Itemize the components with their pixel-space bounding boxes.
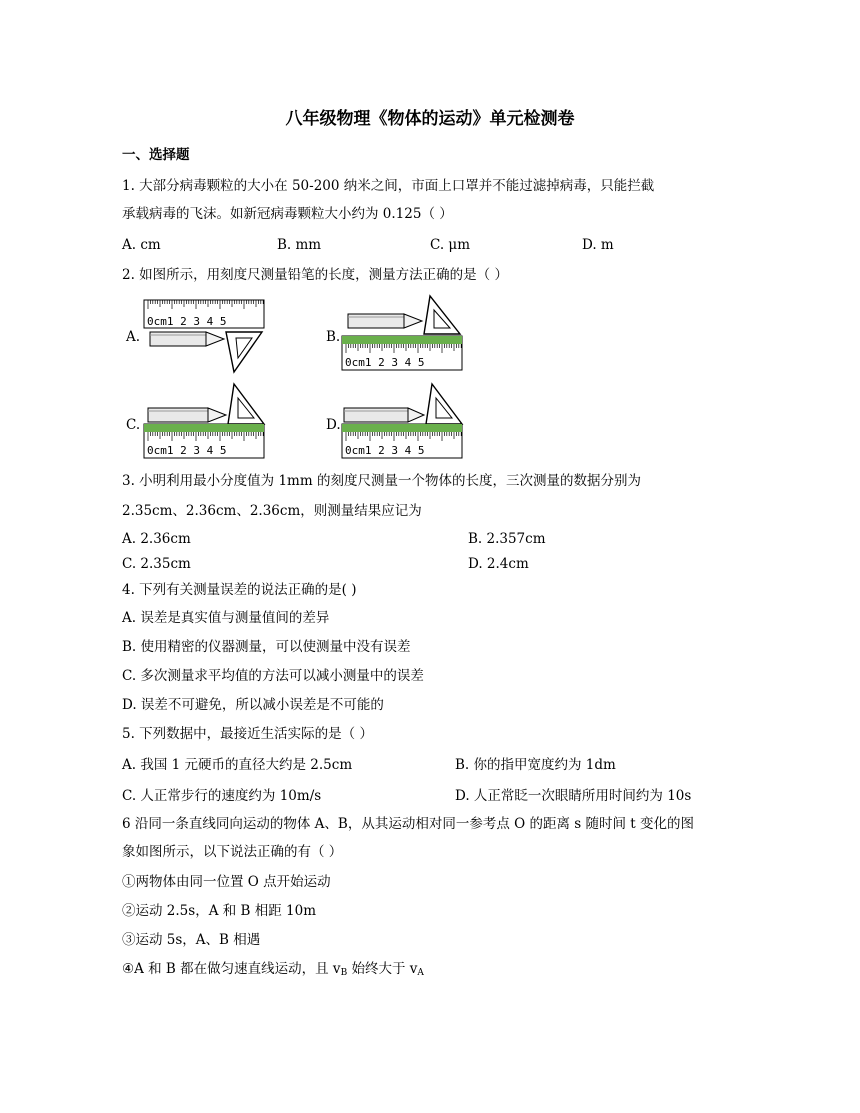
- q1-option-b: B. mm: [277, 237, 322, 253]
- q3-option-b: B. 2.357cm: [468, 531, 546, 547]
- q5-option-a: A. 我国 1 元硬币的直径大约是 2.5cm: [122, 757, 353, 773]
- q3-line1: 3. 小明利用最小分度值为 1mm 的刻度尺测量一个物体的长度，三次测量的数据分别为: [122, 473, 641, 489]
- figure-c-ruler-pencil: [142, 382, 270, 462]
- q2-label-a: A.: [126, 329, 141, 345]
- q6-statement-2: ②运动 2.5s，A 和 B 相距 10m: [122, 903, 317, 919]
- ruler-scale-text: 0cm1 2 3 4 5: [345, 444, 425, 457]
- q6-statement-4: [122, 960, 424, 982]
- q6-s4-sub-a: A: [417, 968, 424, 978]
- figure-b-ruler-pencil: [340, 294, 468, 374]
- q1-option-a: A. cm: [122, 237, 161, 253]
- q6-line2: 象如图所示，以下说法正确的有（ ）: [122, 844, 343, 860]
- q4-option-c: C. 多次测量求平均值的方法可以减小测量中的误差: [122, 668, 424, 684]
- q5-option-d: D. 人正常眨一次眼睛所用时间约为 10s: [455, 788, 692, 804]
- q3-option-d: D. 2.4cm: [468, 556, 529, 572]
- q4-option-d: D. 误差不可避免，所以减小误差是不可能的: [122, 697, 384, 713]
- q6-statement-3: ③运动 5s，A、B 相遇: [122, 932, 261, 948]
- q1-option-d: D. m: [582, 237, 614, 253]
- section-heading: 一、选择题: [122, 147, 190, 163]
- q6-s4-part2: 始终大于 v: [347, 961, 418, 977]
- q1-option-c: C. μm: [430, 237, 471, 253]
- ruler-scale-text: 0cm1 2 3 4 5: [345, 356, 425, 369]
- q3-option-c: C. 2.35cm: [122, 556, 191, 572]
- page-title: 八年级物理《物体的运动》单元检测卷: [285, 109, 575, 129]
- q4-option-a: A. 误差是真实值与测量值间的差异: [122, 610, 330, 626]
- q5-option-c: C. 人正常步行的速度约为 10m/s: [122, 788, 322, 804]
- q2-label-b: B.: [326, 329, 341, 345]
- q2-label-c: C.: [126, 417, 141, 433]
- q6-line1: 6 沿同一条直线同向运动的物体 A、B，从其运动相对同一参考点 O 的距离 s 随时间 t 变化的图: [122, 816, 695, 832]
- q5-stem: 5. 下列数据中，最接近生活实际的是（ ）: [122, 726, 373, 742]
- q1-line2: 承载病毒的飞沫。如新冠病毒颗粒大小约为 0.125（ ）: [122, 206, 453, 222]
- q6-s4-part1: ④A 和 B 都在做匀速直线运动，且 v: [122, 961, 341, 977]
- q3-option-a: A. 2.36cm: [122, 531, 191, 547]
- q6-statement-1: ①两物体由同一位置 O 点开始运动: [122, 874, 331, 890]
- q1-line1: 1. 大部分病毒颗粒的大小在 50-200 纳米之间，市面上口罩并不能过滤掉病毒，只能拦截: [122, 178, 655, 194]
- q3-line2: 2.35cm、2.36cm、2.36cm，则测量结果应记为: [122, 503, 422, 519]
- figure-d-ruler-pencil: [340, 382, 468, 462]
- q5-option-b: B. 你的指甲宽度约为 1dm: [455, 757, 616, 773]
- q4-stem: 4. 下列有关测量误差的说法正确的是( ): [122, 582, 357, 598]
- q4-option-b: B. 使用精密的仪器测量，可以使测量中没有误差: [122, 639, 411, 655]
- q2-stem: 2. 如图所示，用刻度尺测量铅笔的长度，测量方法正确的是（ ）: [122, 267, 508, 283]
- figure-a-ruler-pencil: [142, 296, 267, 376]
- q2-label-d: D.: [326, 417, 341, 433]
- q6-s4-sub-b: B: [340, 968, 348, 978]
- ruler-scale-text: 0cm1 2 3 4 5: [147, 315, 227, 328]
- ruler-scale-text: 0cm1 2 3 4 5: [147, 444, 227, 457]
